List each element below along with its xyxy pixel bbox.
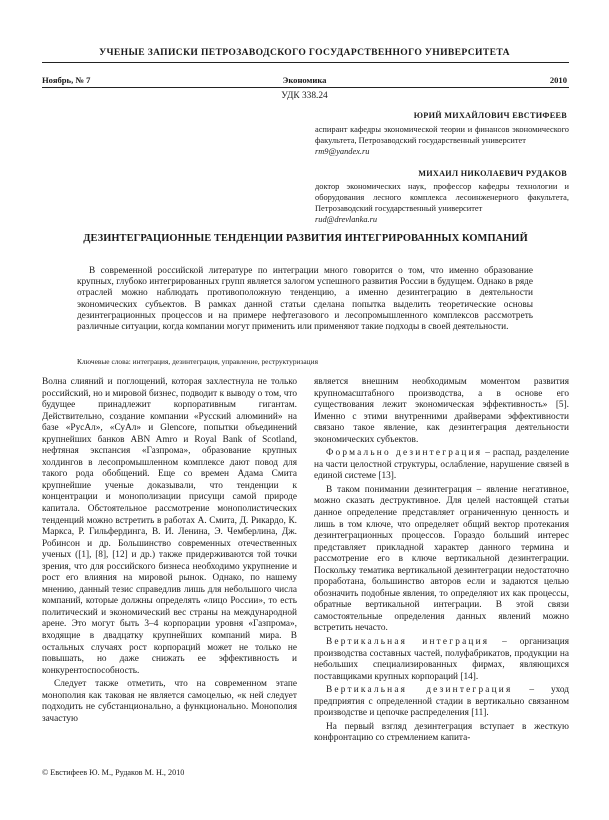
author-name-2: МИХАИЛ НИКОЛАЕВИЧ РУДАКОВ: [418, 169, 567, 178]
term-label: Вертикальная дезинтеграция: [326, 685, 513, 696]
author-info-2: [315, 181, 569, 225]
body-paragraph: является внешним необходимым моментом развития крупномасштабного производства, а в основе его существования лежит экономическая эффективность» [5]. Именно с этими внутренними драйверами эффективности связано такое явление, как дезинтеграция деятельности экономических субъектов.: [314, 377, 569, 445]
term-label: Формально дезинтеграция: [326, 448, 483, 459]
term-label: Вертикальная интеграция: [326, 637, 490, 648]
definition-text: – организация производства составных частей, полуфабрикатов, продукции на небольших специализированных фирмах, являющихся поставщиками крупных корпораций [14].: [314, 637, 569, 682]
journal-title: УЧЕНЫЕ ЗАПИСКИ ПЕТРОЗАВОДСКОГО ГОСУДАРСТВЕННОГО УНИВЕРСИТЕТА: [99, 47, 510, 58]
header-rule-bottom: [42, 87, 569, 88]
keywords: Ключевые слова: интеграция, дезинтеграция, управление, реструктуризация: [77, 357, 318, 366]
abstract: [77, 266, 533, 333]
author-email-1[interactable]: rm9@yandex.ru: [315, 147, 370, 157]
left-column: [42, 377, 297, 727]
issue-label: Ноябрь, № 7: [42, 75, 91, 85]
right-column: [314, 377, 569, 747]
author-info-1: [315, 124, 569, 157]
definition-paragraph: [314, 637, 569, 683]
udk-code: УДК 338.24: [281, 91, 328, 101]
author-name-1: ЮРИЙ МИХАЙЛОВИЧ ЕВСТИФЕЕВ: [413, 111, 567, 120]
author-affiliation-2: доктор экономических наук, профессор кафедры технологии и оборудования лесного комплекса лесоинженерного факультета, Петрозаводский государственный университет: [315, 182, 569, 214]
article-title: ДЕЗИНТЕГРАЦИОННЫЕ ТЕНДЕНЦИИ РАЗВИТИЯ ИНТЕГРИРОВАННЫХ КОМПАНИЙ: [83, 233, 528, 244]
body-paragraph: На первый взгляд дезинтеграция вступает в жесткую конфронтацию со стремлением капита-: [314, 721, 569, 744]
body-paragraph: Следует также отметить, что на современном этапе монополия как таковая не является самоцелью, «к ней следует подходить не субстанционально, а функционально. Монополия зачастую: [42, 679, 297, 724]
abstract-text: В современной российской литературе по интеграции много говорится о том, что именно образование крупных, глубоко интегрированных групп является залогом успешного развития России в будущем. Однако в ряде отраслей можно наблюдать противоположную тенденцию, а именно дезинтеграцию в деятельности экономических субъектов. В рамках данной статьи сделана попытка выделить теоретические основы дезинтеграционных процессов и на примере нефтегазового и лесопромышленного комплексов рассмотреть различные ситуации, когда компании могут применить или применяют такие подходы в своей деятельности.: [77, 266, 533, 333]
definition-paragraph: [314, 448, 569, 483]
body-paragraph: В таком понимании дезинтеграция – явление негативное, можно сказать деструктивное. Для целей настоящей статьи данное определение представляет ограниченную ценность и лишь в том ключе, что определяет общий вектор протекания дезинтеграционных процессов. Гораздо больший интерес представляет прикладной характер данного термина и рассмотрение его в ключе вертикальной дезинтеграции. Поскольку тематика вертикальной дезинтеграции недостаточно проработана, большинство авторов если и задаются целью обозначить подобные явления, то определяют их как процессы, обратные вертикальной интеграции. В этой связи самостоятельные определения данных явлений можно встретить нечасто.: [314, 484, 569, 634]
author-email-2[interactable]: rud@drevlanka.ru: [315, 215, 378, 225]
definition-text: – распад, разделение на части целостной структуры, ослабление, нарушение связей в единой системе [13].: [314, 448, 569, 482]
author-affiliation-1: аспирант кафедры экономической теории и финансов экономического факультета, Петрозаводский государственный университет: [315, 125, 569, 146]
section-label: Экономика: [282, 75, 327, 85]
year-label: 2010: [549, 75, 567, 85]
definition-paragraph: [314, 685, 569, 720]
copyright: © Евстифеев Ю. М., Рудаков М. Н., 2010: [42, 768, 185, 777]
definition-text: – уход предприятия с определенной стадии в вертикально связанном производстве и цепочке распределения [11].: [314, 685, 569, 719]
header-rule-top: [42, 62, 569, 63]
body-paragraph: Волна слияний и поглощений, которая захлестнула не только российский, но и мировой бизнес, подводит к выводу о том, что будущее принадлежит корпоративным гигантам. Действительно, создание компании «Русский алюминий» на базе «РусАл», «СуАл» и Glencore, попытки объединений крупнейших банков ABN Amro и Royal Bank of Scotland, нефтяная экспансия «Газпрома», образование крупных холдингов в лесопромышленном комплексе дают повод для такого рода обобщений. Еще со времен Адама Смита крупнейшие ученые доказывали, что тенденции к концентрации и монополизации присущи самой природе капитала. Обстоятельное рассмотрение монополистических тенденций можно встретить в работах А. Смита, Д. Рикардо, К. Маркса, Р. Гильфердинга, В. И. Ленина, Э. Чемберлина, Дж. Робинсон и др. Большинство современных отечественных ученых ([1], [8], [12] и др.) также придерживаются той точки зрения, что для российского бизнеса необходимо укрупнение и рост его влияния на мировой рынок. Однако, по нашему мнению, данный тезис справедлив лишь для небольшого числа компаний, которые должны определять «лицо России», то есть политический и экономический вес страны на международной арене. Это могут быть 3–4 корпорации уровня «Газпрома», входящие в двадцатку крупнейших компаний мира. В остальных случаях рост корпораций может не только не повышать, но даже снижать ее эффективность и конкурентоспособность.: [42, 377, 297, 676]
